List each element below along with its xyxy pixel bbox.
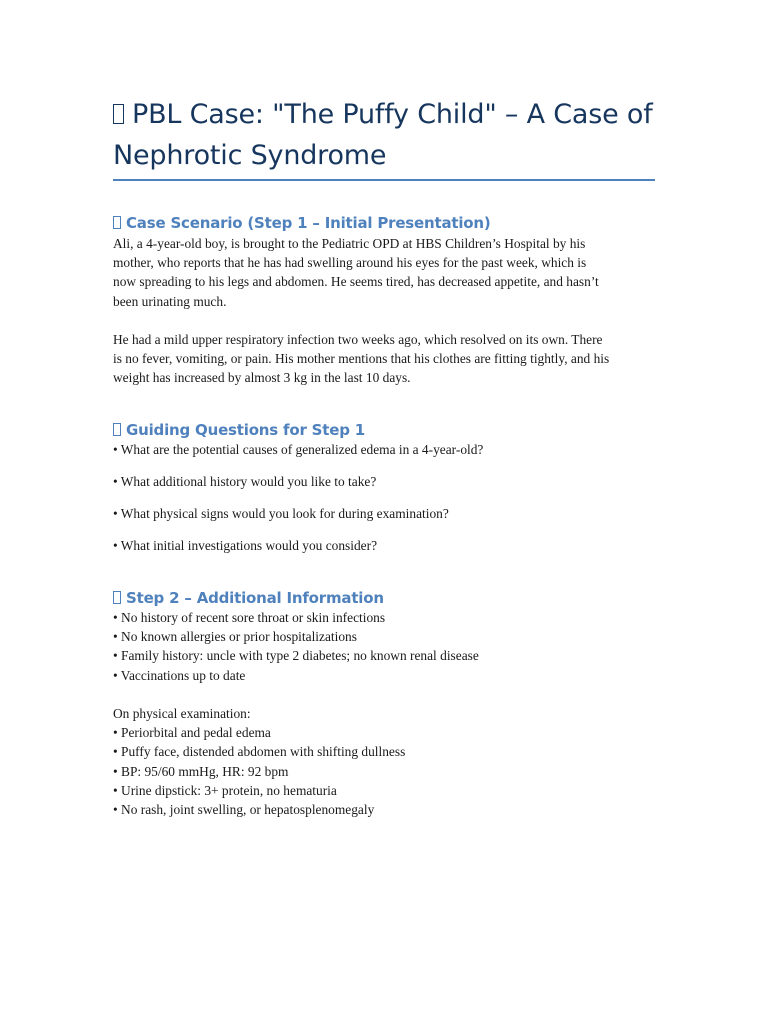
guiding-questions-heading-text: Guiding Questions for Step 1 — [126, 421, 366, 439]
list-item: • Family history: uncle with type 2 diabetes; no known renal disease — [113, 648, 479, 664]
title-line-2: Nephrotic Syndrome — [113, 140, 387, 171]
scenario-paragraph-2 — [113, 330, 655, 388]
list-item: • Periorbital and pedal edema — [113, 725, 271, 741]
missing-glyph-icon — [113, 216, 121, 229]
examination-list — [113, 704, 655, 819]
list-item: • Vaccinations up to date — [113, 667, 246, 683]
missing-glyph-icon — [113, 104, 124, 124]
text-line: been urinating much. — [113, 293, 227, 309]
step-2-heading-text: Step 2 – Additional Information — [126, 589, 384, 607]
scenario-paragraph-1 — [113, 234, 655, 311]
list-item: • No rash, joint swelling, or hepatosplenomegaly — [113, 802, 375, 818]
question-item: • What additional history would you like to take? — [113, 474, 377, 489]
question-item: • What initial investigations would you consider? — [113, 538, 378, 553]
title-divider — [113, 179, 655, 181]
title-line-1 — [113, 94, 655, 135]
step-2-heading — [113, 588, 384, 608]
text-line: He had a mild upper respiratory infection two weeks ago, which resolved on its own. There — [113, 332, 603, 347]
text-line: weight has increased by almost 3 kg in the last 10 days. — [113, 370, 411, 386]
text-line: Ali, a 4-year-old boy, is brought to the Pediatric OPD at HBS Children’s Hospital by his — [113, 236, 586, 251]
case-scenario-heading — [113, 213, 491, 233]
examination-intro: On physical examination: — [113, 706, 251, 721]
page-title — [113, 94, 655, 176]
history-list — [113, 608, 655, 685]
missing-glyph-icon — [113, 591, 121, 604]
text-line: mother, who reports that he has had swelling around his eyes for the past week, which is — [113, 255, 587, 271]
text-line: now spreading to his legs and abdomen. He seems tired, has decreased appetite, and hasn’t — [113, 274, 599, 290]
list-item: • No history of recent sore throat or skin infections — [113, 610, 386, 625]
missing-glyph-icon — [113, 423, 121, 436]
guiding-questions-heading — [113, 420, 365, 440]
question-item: • What physical signs would you look for during examination? — [113, 506, 449, 521]
title-text-1: PBL Case: "The Puffy Child" – A Case of — [132, 99, 653, 130]
list-item: • No known allergies or prior hospitalizations — [113, 629, 357, 645]
text-line: is no fever, vomiting, or pain. His mother mentions that his clothes are fitting tightly, and his — [113, 351, 610, 367]
list-item: • Urine dipstick: 3+ protein, no hematuria — [113, 782, 337, 798]
question-item: • What are the potential causes of generalized edema in a 4-year-old? — [113, 442, 484, 457]
list-item: • Puffy face, distended abdomen with shifting dullness — [113, 744, 406, 760]
case-scenario-heading-text: Case Scenario (Step 1 – Initial Presentation) — [126, 214, 491, 232]
list-item: • BP: 95/60 mmHg, HR: 92 bpm — [113, 763, 289, 779]
